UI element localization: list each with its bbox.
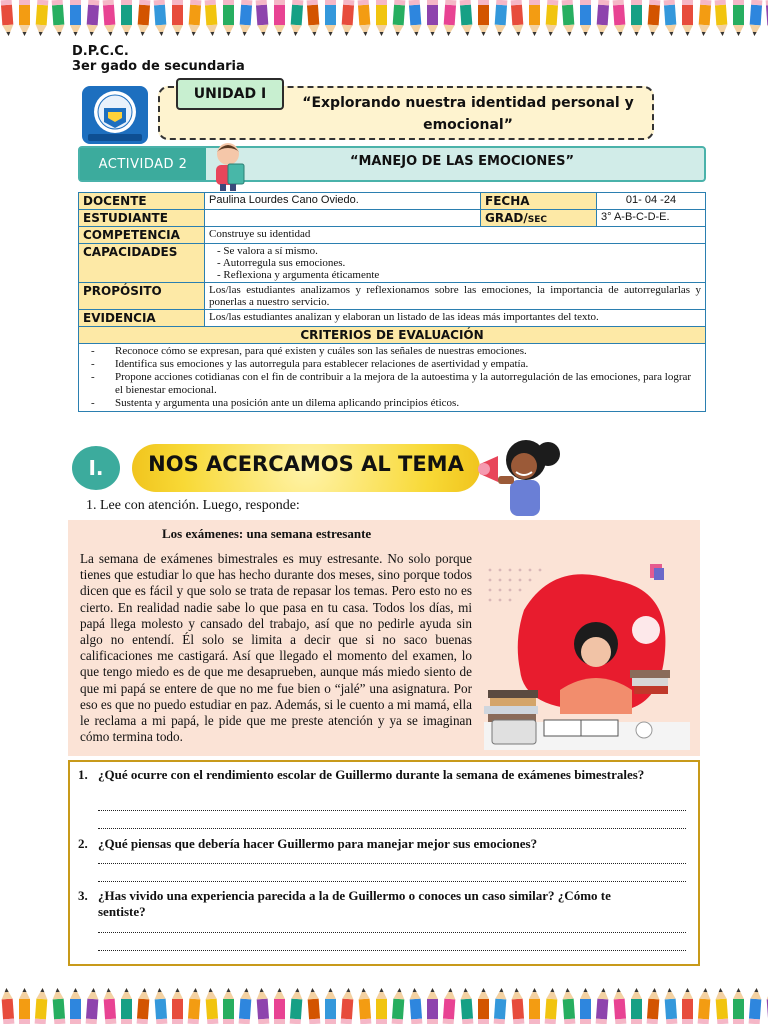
pencil-icon — [529, 988, 540, 1024]
school-logo-icon — [82, 86, 148, 144]
criterios-list — [83, 345, 701, 410]
pencil-icon — [733, 988, 744, 1024]
capacidad-item: - Se valora a sí mismo. — [217, 245, 701, 257]
pencil-icon — [19, 988, 30, 1024]
answer-line[interactable] — [98, 950, 686, 951]
pencil-icon — [545, 0, 558, 36]
pencil-icon — [256, 0, 269, 36]
pencil-icon — [664, 0, 677, 36]
pencil-icon — [631, 0, 642, 36]
evidencia-value: Los/las estudiantes analizan y elaboran un listado de las ideas más importantes del texto. — [205, 310, 706, 327]
pencil-icon — [443, 988, 456, 1024]
activity-title: “MANEJO DE LAS EMOCIONES” — [349, 154, 575, 169]
question-item — [78, 888, 658, 920]
student-with-book-icon — [206, 140, 252, 192]
answer-line[interactable] — [98, 828, 686, 829]
pencil-icon — [562, 988, 575, 1024]
pencil-icon — [274, 0, 285, 36]
pencil-icon — [682, 988, 693, 1024]
pencil-icon — [154, 988, 167, 1024]
pencil-icon — [35, 0, 48, 36]
pencil-icon — [205, 0, 218, 36]
pencil-icon — [325, 988, 336, 1024]
pencil-icon — [256, 988, 269, 1024]
pencil-icon — [325, 0, 336, 36]
pencil-icon — [121, 0, 132, 36]
pencil-icon — [494, 0, 507, 36]
pencil-icon — [647, 0, 660, 36]
grade-line: 3er gado de secundaria — [72, 59, 245, 74]
answer-line[interactable] — [98, 863, 686, 864]
pencil-icon — [409, 0, 422, 36]
pencil-icon — [341, 0, 354, 36]
question-text: ¿Qué piensas que debería hacer Guillermo para manejar mejor sus emociones? — [98, 836, 538, 851]
pencil-icon — [188, 988, 201, 1024]
pencil-icon — [239, 988, 252, 1024]
question-number: 1. — [78, 767, 88, 782]
pencil-icon — [682, 0, 693, 36]
pencil-border-art — [0, 984, 768, 1024]
course-header — [72, 44, 245, 74]
pencil-icon — [427, 0, 438, 36]
docente-label: DOCENTE — [79, 193, 205, 210]
pencil-icon — [409, 988, 422, 1024]
pencil-icon — [749, 988, 762, 1024]
pencil-icon — [580, 988, 591, 1024]
criterios-heading: CRITERIOS DE EVALUACIÓN — [79, 327, 706, 344]
pencil-icon — [698, 988, 711, 1024]
pencil-icon — [52, 0, 65, 36]
pencil-border-bottom — [0, 984, 768, 1024]
fecha-value: 01- 04 -24 — [597, 193, 706, 210]
stressed-student-illustration — [484, 560, 690, 750]
activity-label: ACTIVIDAD 2 — [80, 148, 206, 180]
answer-line[interactable] — [98, 881, 686, 882]
pencil-icon — [103, 988, 116, 1024]
pencil-border-art — [0, 0, 768, 40]
section-number: I. — [72, 446, 120, 490]
docente-value: Paulina Lourdes Cano Oviedo. — [205, 193, 481, 210]
capacidades-list — [209, 245, 701, 281]
pencil-icon — [52, 988, 65, 1024]
pencil-icon — [19, 0, 30, 36]
criterio-item: - Reconoce cómo se expresan, para qué existen y cuáles son las señales de nuestras emociones. — [91, 345, 701, 358]
pencil-icon — [70, 988, 81, 1024]
pencil-icon — [154, 0, 167, 36]
pencil-icon — [290, 988, 303, 1024]
pencil-icon — [205, 988, 218, 1024]
pencil-icon — [749, 0, 762, 36]
question-number: 2. — [78, 836, 88, 851]
pencil-icon — [358, 0, 371, 36]
pencil-icon — [35, 988, 48, 1024]
pencil-icon — [511, 988, 524, 1024]
pencil-icon — [478, 988, 489, 1024]
pencil-icon — [580, 0, 591, 36]
pencil-border-top — [0, 0, 768, 40]
estudiante-field[interactable] — [205, 210, 481, 227]
pencil-icon — [223, 988, 234, 1024]
grado-value: 3° A-B-C-D-E. — [597, 210, 706, 227]
pencil-icon — [545, 988, 558, 1024]
activity-info-table — [78, 192, 706, 412]
pencil-icon — [86, 0, 99, 36]
girl-megaphone-icon — [476, 436, 572, 520]
capacidad-item: - Autorregula sus emociones. — [217, 257, 701, 269]
pencil-icon — [511, 0, 524, 36]
pencil-icon — [137, 0, 150, 36]
question-text: ¿Has vivido una experiencia parecida a la de Guillermo o conoces un caso similar? ¿Cómo te sentiste? — [98, 888, 611, 919]
section-title: NOS ACERCAMOS AL TEMA — [148, 452, 464, 476]
competencia-label: COMPETENCIA — [79, 227, 205, 244]
pencil-icon — [121, 988, 132, 1024]
pencil-icon — [86, 988, 99, 1024]
pencil-icon — [613, 988, 626, 1024]
answer-line[interactable] — [98, 810, 686, 811]
pencil-icon — [376, 988, 387, 1024]
pencil-icon — [631, 988, 642, 1024]
reading-instruction: 1. Lee con atención. Luego, responde: — [86, 498, 300, 513]
competencia-value: Construye su identidad — [205, 227, 706, 244]
pencil-icon — [562, 0, 575, 36]
pencil-icon — [613, 0, 626, 36]
pencil-icon — [223, 0, 234, 36]
grado-label — [481, 210, 597, 227]
pencil-icon — [460, 0, 473, 36]
capacidades-cell — [205, 244, 706, 283]
story-title: Los exámenes: una semana estresante — [162, 526, 372, 541]
pencil-icon — [1, 988, 14, 1024]
pencil-icon — [70, 0, 81, 36]
pencil-icon — [715, 0, 728, 36]
pencil-icon — [358, 988, 371, 1024]
pencil-icon — [307, 988, 320, 1024]
pencil-icon — [715, 988, 728, 1024]
question-text: ¿Qué ocurre con el rendimiento escolar de Guillermo durante la semana de exámenes bimestrales? — [98, 767, 645, 782]
story-text: La semana de exámenes bimestrales es muy estresante. No solo porque tienes que estudiar lo que has hecho durante dos meses, sino porque todos dicen que es fácil y que solo se trata de repasar los temas. Pero esto no es cierto. En realidad nadie sabe lo que pasa en tu casa. Todos los días, mi papá llega molesto y cansado del trabajo, así que no pedirle ayuda sin algo no entendí. Él solo se limita a decir que si no saco buenas calificaciones me castigará. Así que llegado el momento del examen, lo que tengo miedo es de que me desaprueben, aunque más miedo siento de que mi papá se entere de que no me fue bien o “jalé” una asignatura. Por eso es que no puedo estudiar en paz. Además, si le cuento a mi mamá, ella le reclama a mi papá, le pide que me preste atención y ya se imaginan cómo termina todo. — [80, 551, 472, 745]
unit-title: “Explorando nuestra identidad personal y emocional” — [302, 95, 634, 133]
pencil-icon — [274, 988, 285, 1024]
question-item — [78, 836, 658, 852]
criterio-item: - Identifica sus emociones y las autorregula para establecer relaciones de asertividad y empatía. — [91, 358, 701, 371]
pencil-icon — [529, 0, 540, 36]
fecha-label: FECHA — [481, 193, 597, 210]
answer-line[interactable] — [98, 932, 686, 933]
pencil-icon — [188, 0, 201, 36]
pencil-icon — [341, 988, 354, 1024]
pencil-icon — [172, 0, 183, 36]
capacidades-label: CAPACIDADES — [79, 244, 205, 283]
pencil-icon — [1, 0, 14, 36]
criterios-cell — [79, 344, 706, 412]
pencil-icon — [427, 988, 438, 1024]
pencil-icon — [376, 0, 387, 36]
pencil-icon — [647, 988, 660, 1024]
estudiante-label: ESTUDIANTE — [79, 210, 205, 227]
pencil-icon — [137, 988, 150, 1024]
pencil-icon — [392, 988, 405, 1024]
pencil-icon — [733, 0, 744, 36]
question-number: 3. — [78, 888, 88, 903]
pencil-icon — [290, 0, 303, 36]
pencil-icon — [443, 0, 456, 36]
pencil-icon — [494, 988, 507, 1024]
grado-label-text: GRAD/ — [485, 211, 528, 225]
criterio-item: - Propone acciones cotidianas con el fin de contribuir a la mejora de la autoestima y la autorregulación de las emociones, para lograr el bienestar emocional. — [91, 371, 701, 397]
pencil-icon — [103, 0, 116, 36]
pencil-icon — [596, 0, 609, 36]
pencil-icon — [460, 988, 473, 1024]
grado-label-sub: SEC — [527, 215, 547, 225]
capacidad-item: - Reflexiona y argumenta éticamente — [217, 269, 701, 281]
pencil-icon — [172, 988, 183, 1024]
pencil-icon — [307, 0, 320, 36]
pencil-icon — [596, 988, 609, 1024]
pencil-icon — [239, 0, 252, 36]
course-name: D.P.C.C. — [72, 44, 129, 59]
pencil-icon — [698, 0, 711, 36]
unit-label: UNIDAD I — [176, 78, 284, 110]
pencil-icon — [664, 988, 677, 1024]
evidencia-label: EVIDENCIA — [79, 310, 205, 327]
pencil-icon — [478, 0, 489, 36]
proposito-label: PROPÓSITO — [79, 283, 205, 310]
pencil-icon — [392, 0, 405, 36]
criterio-item: - Sustenta y argumenta una posición ante un dilema aplicando principios éticos. — [91, 397, 701, 410]
proposito-value: Los/las estudiantes analizamos y reflexionamos sobre las emociones, la importancia de autorregularlas y ponerlas a nuestro servicio. — [205, 283, 706, 310]
question-item — [78, 767, 658, 783]
